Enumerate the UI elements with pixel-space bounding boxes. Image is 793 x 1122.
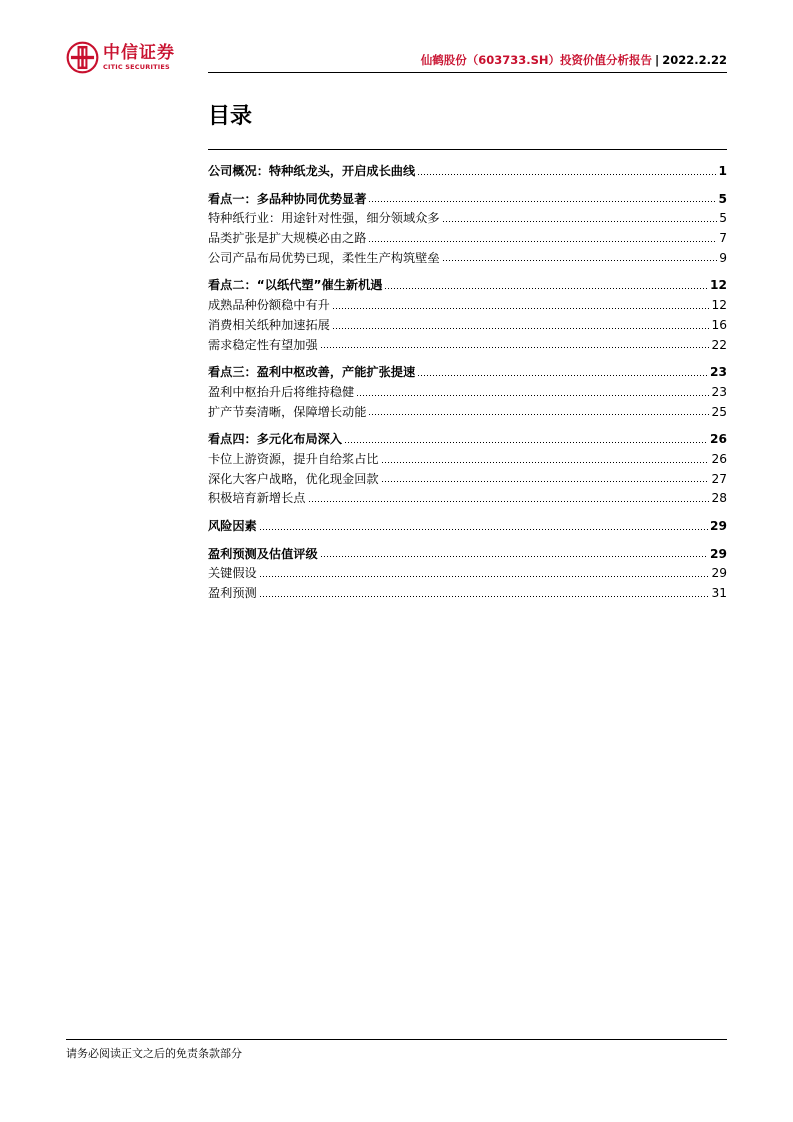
toc-entry-text: 看点一：多品种协同优势显著 [208,191,367,206]
toc-entry-text: 盈利预测及估值评级 [208,546,318,561]
toc-entry-sub[interactable] [208,249,727,269]
report-header [421,53,727,67]
toc-entry-page: 12 [710,278,727,293]
toc-entry-sub[interactable] [208,489,727,509]
toc-entry-page: 23 [710,365,727,380]
toc-entry-sub[interactable] [208,229,727,249]
toc-leader-dots [417,375,708,376]
toc-entry-sub[interactable] [208,450,727,470]
toc-entry-page: 29 [710,546,727,561]
toc-entry-text: 消费相关纸种加速拓展 [208,317,330,332]
toc-entry-text: 深化大客户战略，优化现金回款 [208,471,379,486]
toc-entry-main[interactable] [208,545,727,565]
toc-entry-text: 特种纸行业：用途针对性强，细分领域众多 [208,211,440,226]
toc-entry-main[interactable] [208,517,727,537]
toc-entry-sub[interactable] [208,316,727,336]
citic-logo-icon [66,41,99,74]
toc-entry-page: 1 [718,164,727,178]
toc-entry-text: 看点三：盈利中枢改善，产能扩张提速 [208,365,416,380]
toc-entry-text: 品类扩张是扩大规模必由之路 [208,231,367,246]
toc-entry-text: 看点二：“以纸代塑”催生新机遇 [208,278,383,293]
toc-entry-main[interactable] [208,276,727,296]
footer-disclaimer: 请务必阅读正文之后的免责条款部分 [66,1047,242,1060]
toc-leader-dots [381,462,710,463]
toc-entry-text: 卡位上游资源，提升自给浆占比 [208,451,379,466]
toc-leader-dots [368,241,717,242]
toc-leader-dots [368,201,716,202]
toc-leader-dots [417,174,716,175]
toc-leader-dots [320,347,710,348]
report-title: 仙鹤股份（603733.SH）投资价值分析报告 [420,53,653,67]
toc-leader-dots [344,442,708,443]
toc-entry-page: 26 [710,432,727,447]
toc-leader-dots [332,308,710,309]
toc-entry-main[interactable] [208,363,727,383]
toc-heading-divider [208,149,727,150]
toc-entry-text: 成熟品种份额稳中有升 [208,298,330,313]
company-logo [66,39,175,75]
toc-entry-main[interactable] [208,162,727,182]
toc-leader-dots [381,481,710,482]
toc-entry-text: 公司概况：特种纸龙头，开启成长曲线 [208,164,416,178]
toc-entry-sub[interactable] [208,383,727,403]
toc-entry-text: 看点四：多元化布局深入 [208,432,343,447]
toc-entry-text: 关键假设 [208,566,257,581]
toc-entry-page: 12 [711,298,727,313]
toc-entry-page: 23 [711,384,727,399]
toc-leader-dots [259,576,710,577]
toc-heading: 目录 [208,104,253,129]
toc-entry-page: 25 [711,404,727,419]
toc-entry-text: 积极培育新增长点 [208,491,306,506]
toc-entry-text: 盈利预测 [208,586,257,601]
toc-entry-main[interactable] [208,430,727,450]
toc-entry-sub[interactable] [208,209,727,229]
logo-chinese-name: 中信证券 [103,42,175,63]
logo-english-name: CITIC SECURITIES [103,62,170,71]
toc-entry-page: 16 [711,317,727,332]
toc-entry-page: 9 [719,250,727,265]
toc-entry-page: 5 [719,211,727,226]
toc-leader-dots [384,288,708,289]
toc-entry-text: 公司产品布局优势已现，柔性生产构筑壁垒 [208,250,440,265]
toc-entry-sub[interactable] [208,564,727,584]
toc-entry-text: 风险因素 [208,519,257,533]
toc-leader-dots [259,596,710,597]
toc-entry-page: 29 [711,566,727,581]
toc-entry-page: 27 [711,471,727,486]
toc-entry-sub[interactable] [208,296,727,316]
toc-leader-dots [368,414,709,415]
toc-entry-page: 31 [711,586,727,601]
report-date: 2022.2.22 [662,53,727,67]
toc-leader-dots [308,501,710,502]
toc-entry-sub[interactable] [208,584,727,604]
toc-entry-page: 7 [719,231,727,246]
toc-entry-page: 22 [711,337,727,352]
toc-entry-page: 28 [711,491,727,506]
toc-leader-dots [442,221,718,222]
toc-entry-sub[interactable] [208,336,727,356]
table-of-contents [208,162,727,604]
header-divider [208,72,727,73]
toc-leader-dots [259,529,708,530]
toc-leader-dots [356,395,709,396]
toc-entry-page: 26 [711,451,727,466]
toc-entry-sub[interactable] [208,470,727,490]
toc-entry-main[interactable] [208,190,727,210]
toc-leader-dots [442,260,718,261]
toc-entry-sub[interactable] [208,403,727,423]
toc-leader-dots [320,556,708,557]
footer-divider [66,1039,727,1040]
toc-leader-dots [332,328,710,329]
header-separator: | [655,53,660,67]
toc-entry-text: 扩产节奏清晰，保障增长动能 [208,404,367,419]
toc-entry-text: 盈利中枢抬升后将维持稳健 [208,384,355,399]
toc-entry-text: 需求稳定性有望加强 [208,337,318,352]
toc-entry-page: 5 [718,191,727,206]
toc-entry-page: 29 [710,519,727,533]
